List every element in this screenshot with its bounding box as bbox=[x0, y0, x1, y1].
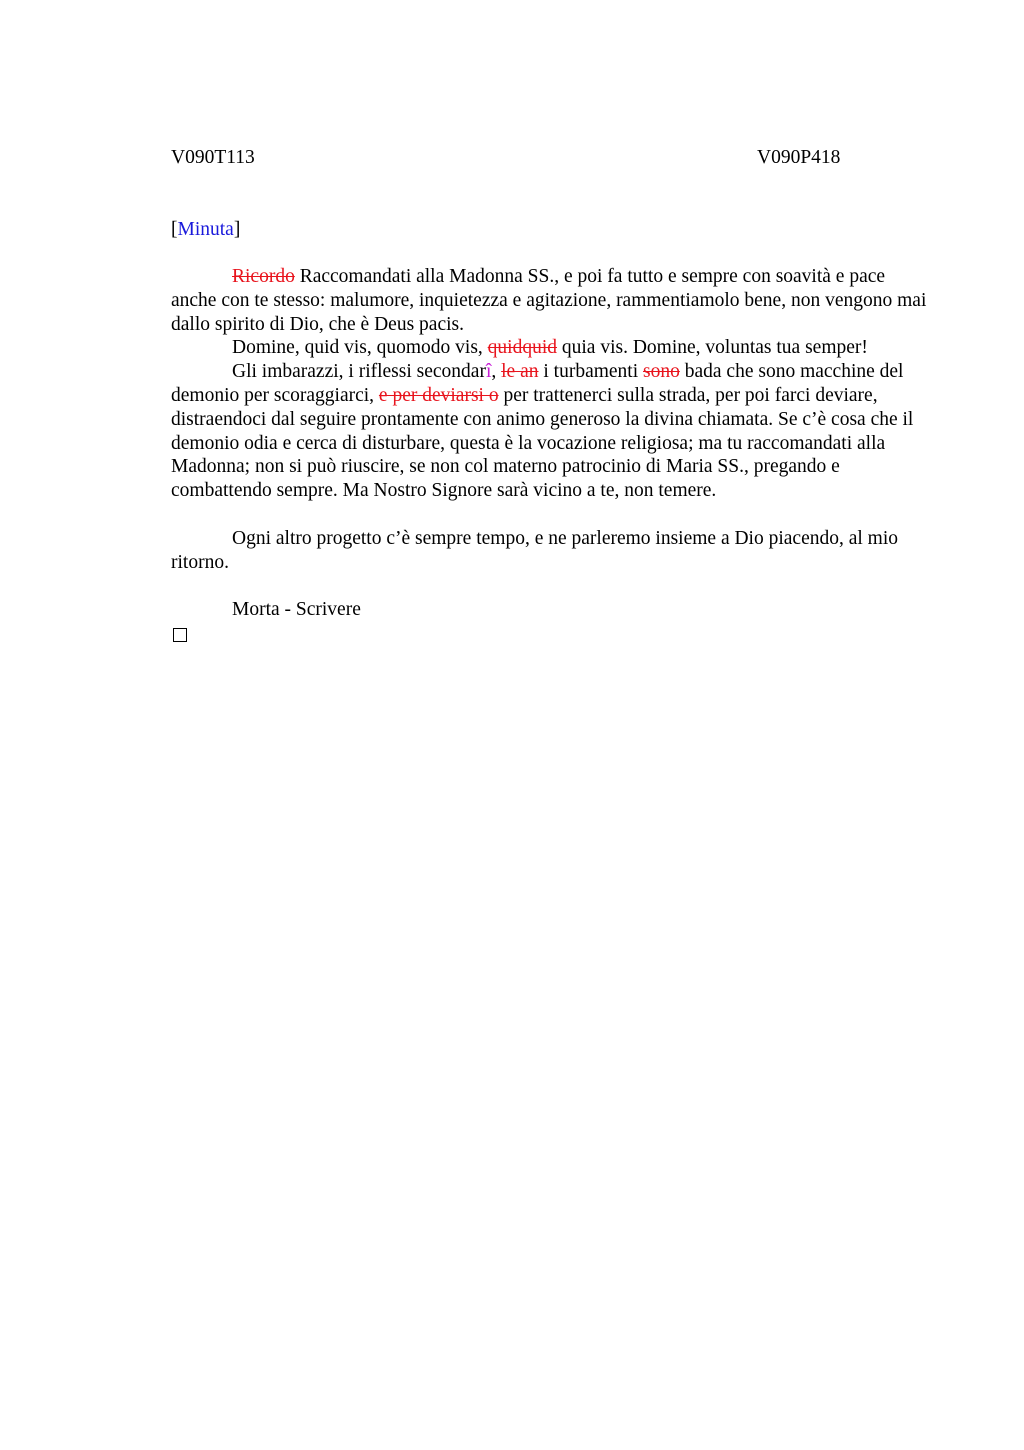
deleted-text: e per deviarsi o bbox=[378, 384, 499, 406]
paragraph-text: per trattenerci sulla strada, per poi farci deviare, distraendoci dal seguire prontamente con animo generoso la divina chiamata. Se c’è cosa che il demonio odia e cerca di disturbare, questa è la vocazione religiosa; ma tu raccomandati alla Madonna; non si può riuscire, se non col materno patrocinio di Maria SS., pregando e combattendo sempre. Ma Nostro Signore sarà vicino a te, non temere. bbox=[171, 384, 914, 502]
paragraph-2 bbox=[171, 336, 931, 360]
paragraph-text: quia vis. Domine, voluntas tua semper! bbox=[557, 337, 868, 359]
deleted-text: quidquid bbox=[487, 337, 558, 359]
paragraph-text: Domine, quid vis, quomodo vis, bbox=[232, 337, 488, 359]
paragraph-text: Raccomandati alla Madonna SS., e poi fa tutto e sempre con soavità e pace anche con te stesso: malumore, inquietezza e agitazione, rammentiamolo bene, non vengono mai dallo spirito di Dio, che è Deus pacis. bbox=[171, 266, 927, 335]
paragraph-text: i turbamenti bbox=[538, 361, 644, 383]
deleted-text: le an bbox=[501, 361, 539, 383]
page-code: V090P418 bbox=[757, 147, 841, 168]
inserted-text: î bbox=[485, 361, 492, 383]
letter-body bbox=[171, 265, 931, 642]
open-bracket: [ bbox=[171, 219, 178, 240]
document-header bbox=[171, 145, 931, 171]
document-page bbox=[171, 145, 931, 642]
minuta-label: Minuta bbox=[177, 219, 234, 240]
paragraph-text: Gli imbarazzi, i riflessi secondar bbox=[232, 361, 486, 383]
paragraph-text: Ogni altro progetto c’è sempre tempo, e ne parleremo insieme a Dio piacendo, al mio ritorno. bbox=[171, 527, 899, 573]
document-type-label bbox=[171, 217, 931, 243]
paragraph-4 bbox=[171, 527, 931, 575]
paragraph-1 bbox=[171, 265, 931, 336]
paragraph-5 bbox=[171, 598, 931, 622]
close-bracket: ] bbox=[233, 219, 241, 240]
paragraph-text: Morta - Scrivere bbox=[232, 599, 361, 621]
deleted-text: sono bbox=[643, 361, 680, 383]
paragraph-text: , bbox=[491, 361, 502, 383]
paragraph-3 bbox=[171, 360, 931, 503]
paragraph-text: bada che sono macchine del demonio per scoraggiarci, bbox=[171, 361, 904, 406]
empty-square-icon bbox=[173, 628, 187, 642]
text-code: V090T113 bbox=[171, 147, 255, 168]
deleted-text: Ricordo bbox=[232, 266, 295, 287]
